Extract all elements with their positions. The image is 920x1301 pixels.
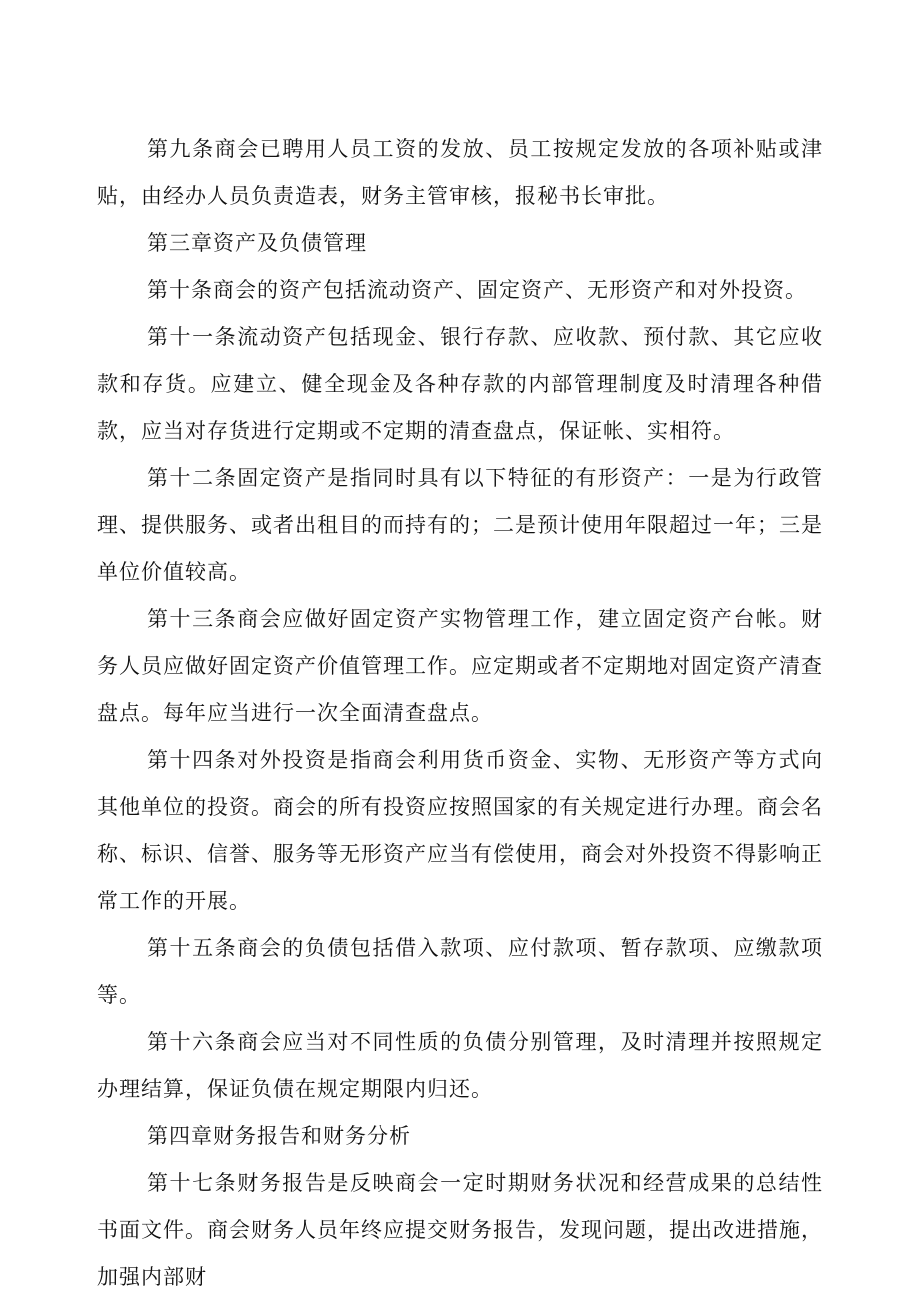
article-16: 第十六条商会应当对不同性质的负债分别管理，及时清理并按照规定办理结算，保证负债在规定期限内归还。 xyxy=(97,1030,823,1101)
chapter-3-heading: 第三章资产及负债管理 xyxy=(147,231,367,255)
article-13: 第十三条商会应做好固定资产实物管理工作，建立固定资产台帐。财务人员应做好固定资产价值管理工作。应定期或者不定期地对固定资产清查盘点。每年应当进行一次全面清查盘点。 xyxy=(97,607,823,725)
article-9: 第九条商会已聘用人员工资的发放、员工按规定发放的各项补贴或津贴，由经办人员负责造表，财务主管审核，报秘书长审批。 xyxy=(97,137,823,208)
article-15: 第十五条商会的负债包括借入款项、应付款项、暂存款项、应缴款项等。 xyxy=(97,936,823,1007)
document-body xyxy=(97,126,823,1301)
chapter-4-heading: 第四章财务报告和财务分析 xyxy=(147,1124,411,1148)
article-17: 第十七条财务报告是反映商会一定时期财务状况和经营成果的总结性书面文件。商会财务人员年终应提交财务报告，发现问题，提出改进措施，加强内部财 xyxy=(97,1171,823,1289)
article-14: 第十四条对外投资是指商会利用货币资金、实物、无形资产等方式向其他单位的投资。商会的所有投资应按照国家的有关规定进行办理。商会名称、标识、信誉、服务等无形资产应当有偿使用，商会对外投资不得影响正常工作的开展。 xyxy=(97,748,823,913)
article-11: 第十一条流动资产包括现金、银行存款、应收款、预付款、其它应收款和存货。应建立、健全现金及各种存款的内部管理制度及时清理各种借款，应当对存货进行定期或不定期的清查盘点，保证帐、实相符。 xyxy=(97,325,823,443)
article-10: 第十条商会的资产包括流动资产、固定资产、无形资产和对外投资。 xyxy=(147,278,807,302)
article-12: 第十二条固定资产是指同时具有以下特征的有形资产：一是为行政管理、提供服务、或者出租目的而持有的；二是预计使用年限超过一年；三是单位价值较高。 xyxy=(97,466,823,584)
